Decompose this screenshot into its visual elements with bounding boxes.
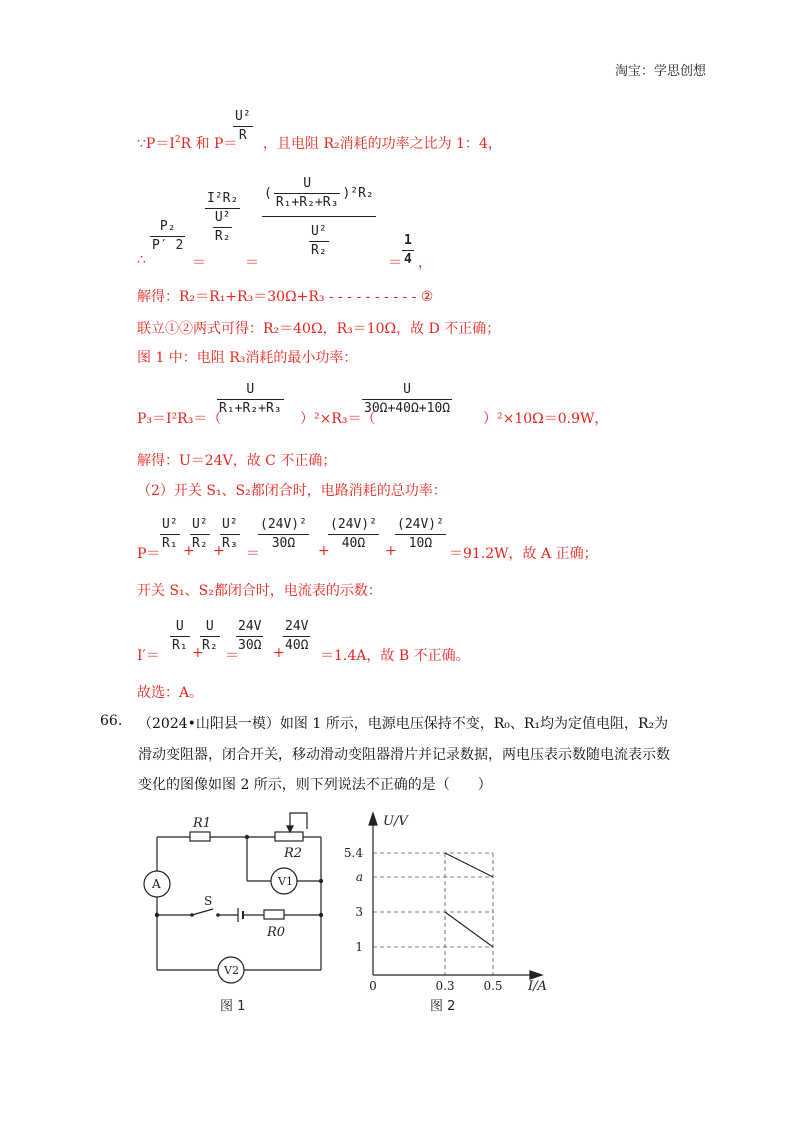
question-number: 66.	[100, 713, 123, 729]
circuit-diagram	[140, 805, 340, 990]
equals-sign: ＝	[388, 255, 402, 271]
y-axis-label: U/V	[383, 814, 408, 829]
solution-line-6-post: ）²×10Ω＝0.9W，	[483, 411, 609, 427]
fraction-i2r2-over-u2r2: I²R₂ U² R₂	[207, 191, 239, 244]
series-line-2	[445, 912, 493, 947]
equals-sign: ＝	[245, 255, 259, 271]
solution-line-9-post: ＝91.2W，故 A 正确；	[449, 546, 598, 562]
switch-symbol	[192, 909, 213, 915]
fraction-24v2-10: (24V)² 10Ω	[397, 517, 444, 551]
equals-sign: ＝	[192, 255, 206, 271]
figure-1-caption: 图 1	[220, 999, 246, 1014]
solution-line-11-post: ＝1.4A，故 B 不正确。	[320, 648, 470, 664]
fraction-24v2-30: (24V)² 30Ω	[260, 517, 307, 551]
solution-line-1: $\because P=I^2R$ 和 P＝	[137, 135, 238, 152]
y-tick-label: a	[355, 870, 363, 884]
label-v2: V2	[224, 964, 239, 977]
fraction-big-ratio: ( U R₁+R₂+R₃ )²R₂ U² R₂	[264, 176, 374, 258]
plus-sign: +	[192, 645, 204, 661]
fraction-u2-r3: U² R₃	[222, 517, 238, 551]
question-line-2: 滑动变阻器，闭合开关，移动滑动变阻器滑片并记录数据，两电压表示数随电流表示数	[138, 747, 670, 763]
fraction-24v2-40: (24V)² 40Ω	[330, 517, 377, 551]
solution-line-6-mid: ）²×R₃＝（	[300, 411, 376, 427]
equals-sign: ＝	[246, 546, 260, 562]
origin-label: 0	[369, 979, 377, 993]
solution-answer: 故选：A。	[137, 685, 204, 701]
solution-line-10: 开关 S₁、S₂都闭合时，电流表的示数：	[137, 583, 382, 599]
equals-sign: ＝	[225, 648, 239, 664]
resistor-r2-symbol	[275, 832, 303, 841]
x-axis-arrow	[530, 971, 542, 979]
fraction-one-quarter: 1 4	[404, 233, 412, 267]
label-v1: V1	[278, 875, 293, 888]
plus-sign: +	[183, 543, 195, 559]
solution-line-11-pre: I′＝	[137, 648, 160, 664]
solution-line-3: 解得：R₂＝R₁+R₃＝30Ω+R₃ - - - - - - - - - - ②	[137, 289, 434, 305]
plus-sign: +	[385, 543, 397, 559]
fraction-u2-r1: U² R₁	[162, 517, 178, 551]
label-r2: R2	[284, 846, 303, 861]
comma: ，	[418, 255, 432, 271]
series-line-1	[445, 853, 493, 877]
solution-line-4: 联立①②两式可得：R₂＝40Ω，R₃＝10Ω，故 D 不正确；	[137, 321, 501, 337]
plus-sign: +	[318, 543, 330, 559]
therefore-symbol: ∴	[137, 252, 146, 268]
header-shop-label: 淘宝：学思创想	[615, 64, 707, 79]
question-line-3: 变化的图像如图 2 所示，则下列说法不正确的是（ ）	[138, 777, 492, 793]
solution-line-6-pre: P₃＝I²R₃＝（	[137, 411, 222, 427]
label-r0: R0	[267, 925, 286, 940]
plus-sign: +	[213, 543, 225, 559]
solution-line-5: 图 1 中：电阻 R₃消耗的最小功率：	[137, 350, 358, 366]
fraction-p2-ratio: P₂ P′ 2	[152, 219, 184, 253]
resistor-r0-symbol	[264, 910, 284, 919]
question-line-1: （2024•山阳县一模）如图 1 所示，电源电压保持不变，R₀、R₁均为定值电阻，R₂为	[138, 716, 669, 732]
x-tick-label: 0.3	[435, 979, 455, 993]
label-switch: S	[204, 894, 213, 908]
x-tick-label: 0.5	[483, 979, 503, 993]
solution-line-8: （2）开关 S₁、S₂都闭合时，电路消耗的总功率：	[137, 483, 447, 499]
label-ammeter: A	[152, 877, 161, 891]
solution-line-7: 解得：U＝24V，故 C 不正确；	[137, 453, 337, 469]
fraction-24v-30: 24V 30Ω	[238, 619, 262, 653]
fraction-24v-40: 24V 40Ω	[285, 619, 309, 653]
fraction-u-r1: U R₁	[172, 619, 188, 653]
fraction-u2-over-r: U² R	[235, 109, 251, 143]
solution-line-1-tail: ，且电阻 R₂消耗的功率之比为 1：4，	[263, 136, 502, 152]
figure-2-caption: 图 2	[430, 999, 456, 1014]
solution-line-9-pre: P＝	[137, 546, 161, 562]
fraction-u-over-sum: U R₁+R₂+R₃	[219, 382, 282, 416]
y-tick-label: 3	[355, 905, 363, 919]
plus-sign: +	[273, 645, 285, 661]
y-tick-label: 1	[355, 940, 363, 954]
fraction-u-r2: U R₂	[202, 619, 218, 653]
fraction-u2-r2: U² R₂	[192, 517, 208, 551]
label-r1: R1	[193, 816, 212, 831]
y-axis-arrow	[369, 813, 377, 825]
fraction-u-over-80: U 30Ω+40Ω+10Ω	[364, 382, 451, 416]
voltage-current-chart	[330, 805, 560, 995]
y-tick-label: 5.4	[343, 846, 363, 860]
x-axis-label: I/A	[528, 979, 547, 994]
resistor-r1-symbol	[190, 832, 210, 841]
